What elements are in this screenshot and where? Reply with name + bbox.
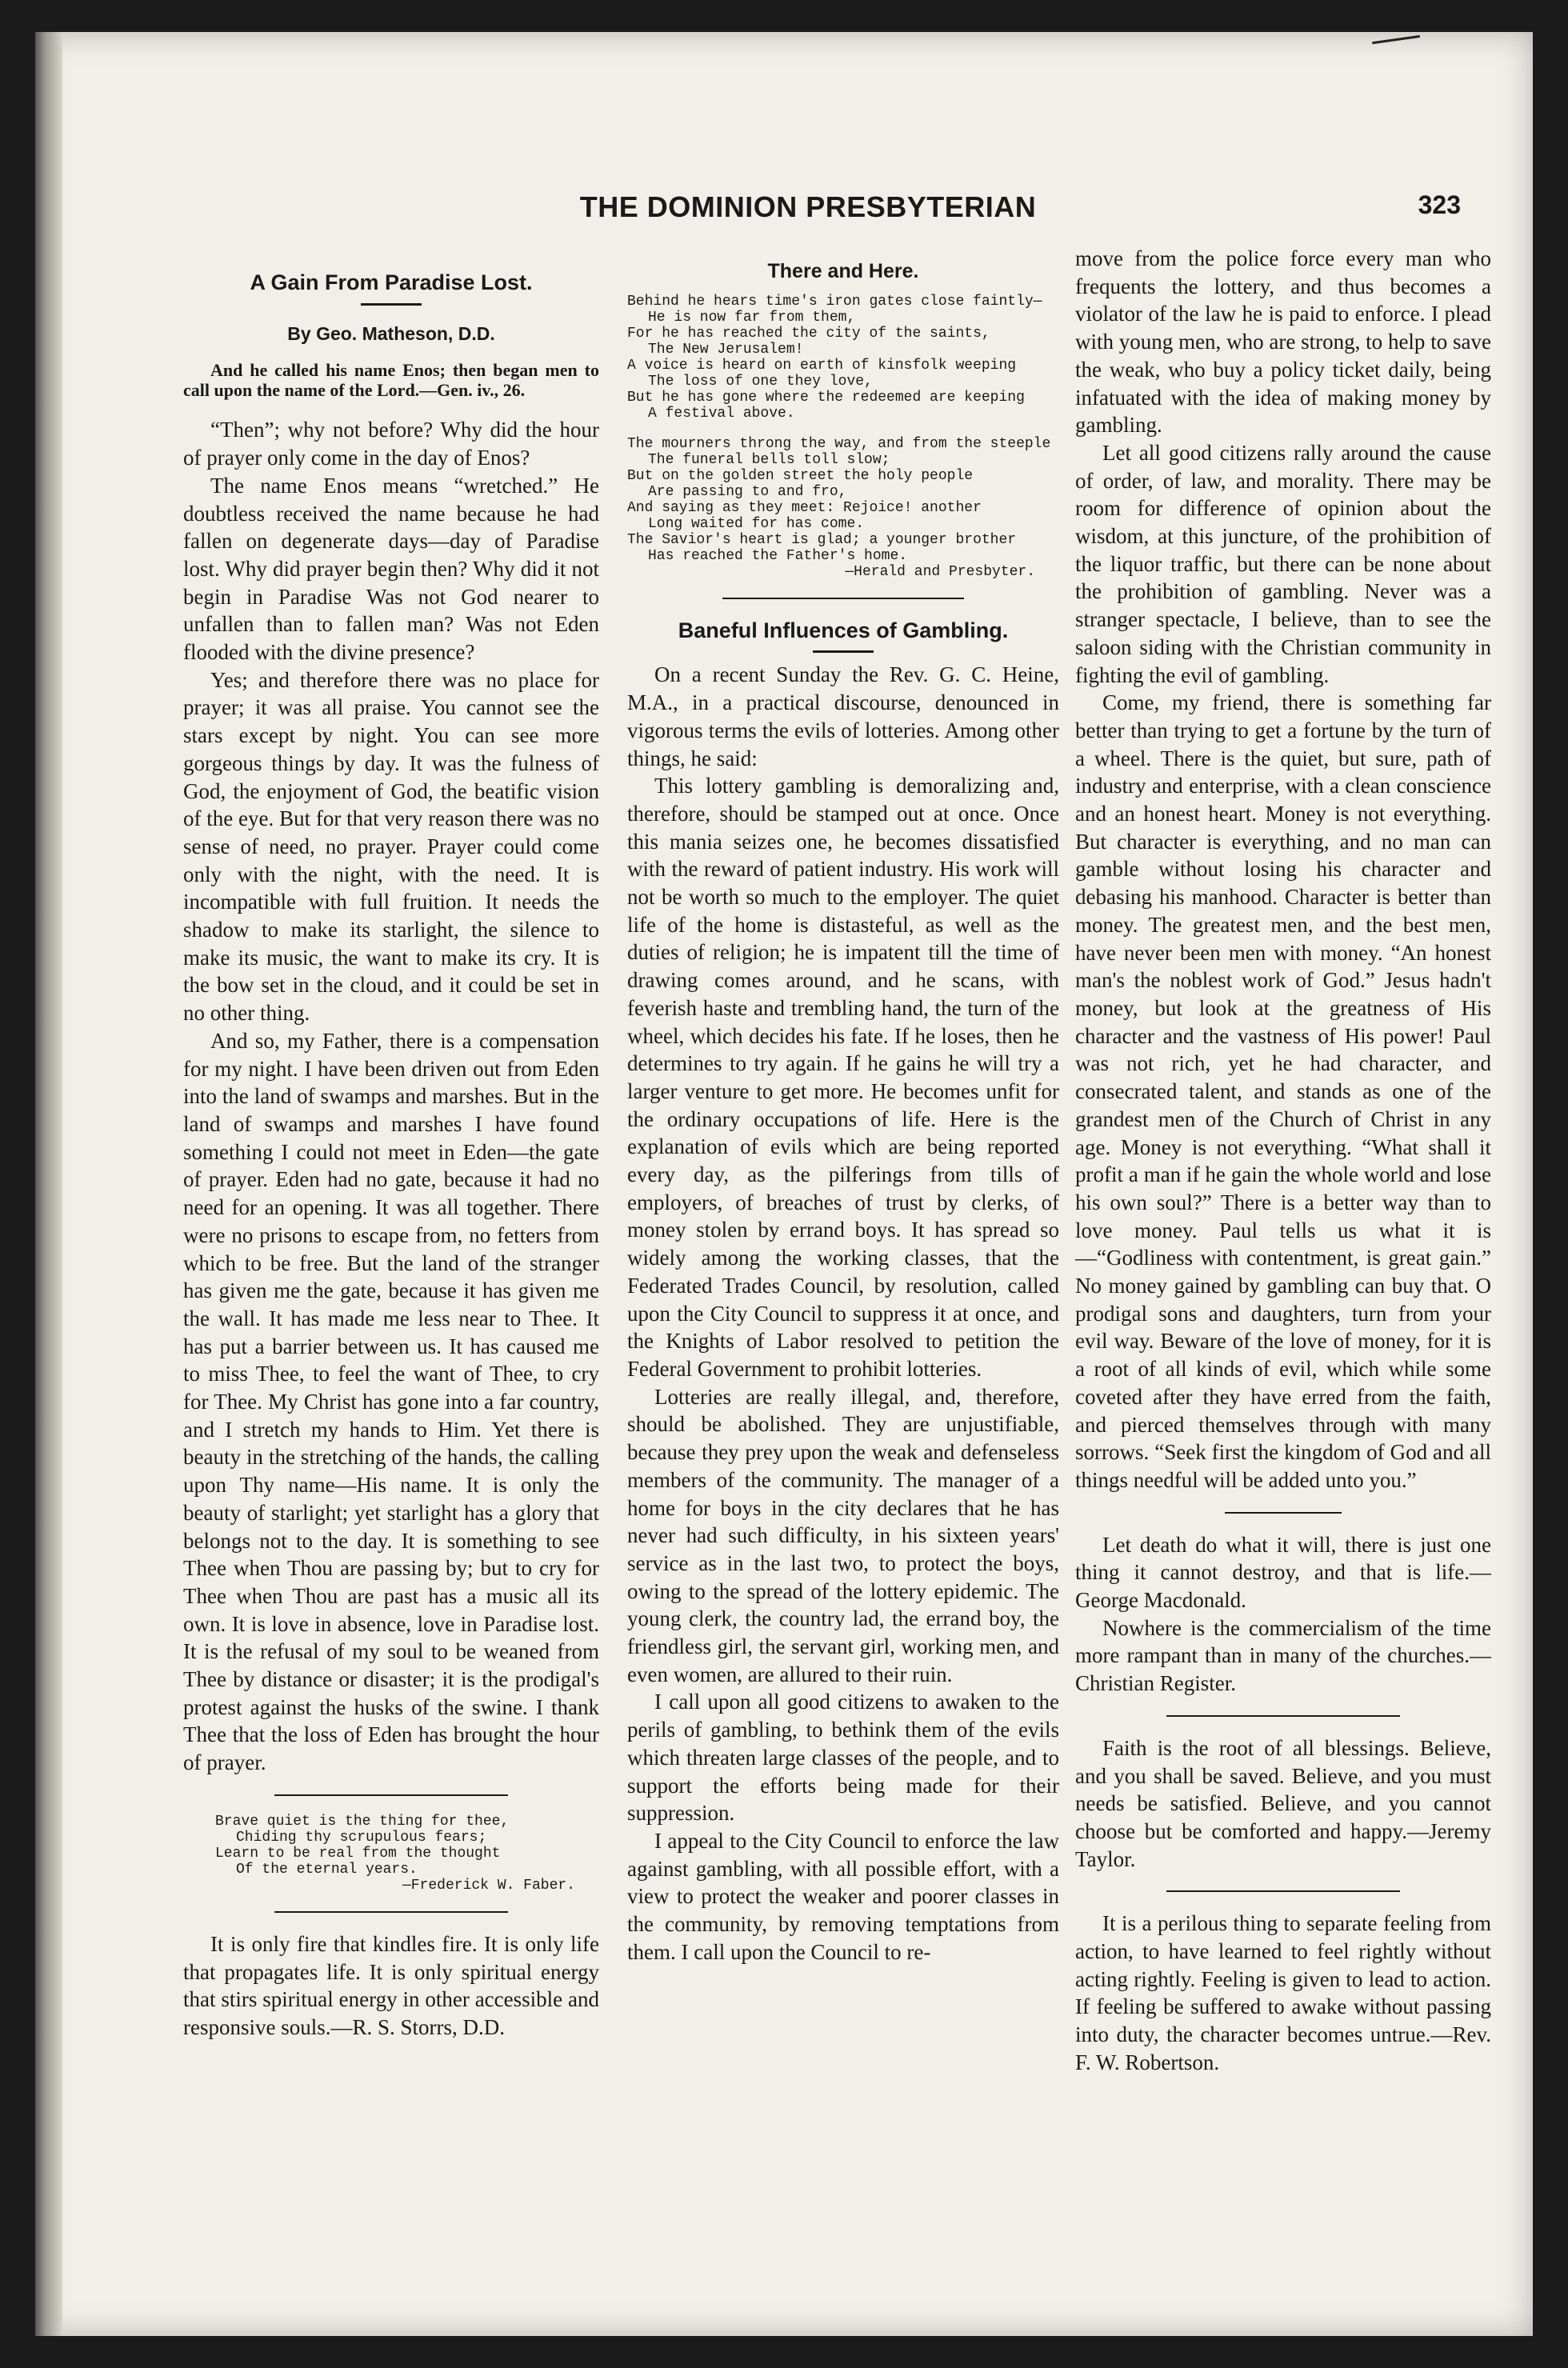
paragraph: This lottery gambling is demoralizing and, therefore, should be stamped out at once. Once this mania seizes one, he becomes dissatisfied with the reward of patient industry. His work will not be worth so much to the employer. The quiet life of the home is distasteful, as well as the duties of religion; he is impatent till the time of drawing comes around, and he scans, with feverish haste and trembling hand, the turn of the wheel, which decides his fate. If he loses, then he determines to try again. If he gains he will try a larger venture to get more. He becomes unfit for the ordinary occupations of life. Here is the explanation of evils which are being reported every day, as the pilferings from tills of employers, of breaches of trust by clerks, of money stolen by errand boys. It has spread so widely among the working classes, that the Federated Trades Council, by resolution, called upon the City Council to suppress it at once, and the Knights of Labor resolved to petition the Federal Government to prohibit lotteries. — [627, 774, 1059, 1381]
poem-attribution: —Frederick W. Faber. — [402, 1877, 575, 1894]
filler-quote: Faith is the root of all blessings. Believe, and you shall be saved. Believe, and you must needs be satisfied. Believe, and you cannot choose but be comforted and happy.—Jeremy Taylor. — [1075, 1735, 1491, 1871]
section-divider — [1225, 1512, 1342, 1514]
article-title: A Gain From Paradise Lost. — [250, 270, 533, 294]
poem-line: The funeral bells toll slow; — [648, 451, 890, 468]
paragraph: I appeal to the City Council to enforce the law against gambling, with all possible effort, with a view to protect the weaker and poorer classes in the community, by removing temptations from them. I call upon the Council to re- — [627, 1828, 1059, 1964]
faber-poem — [183, 1814, 599, 1894]
paragraph: “Then”; why not before? Why did the hour of prayer only come in the day of Enos? — [183, 418, 599, 470]
column-3 — [1075, 245, 1491, 2288]
section-divider — [274, 1794, 507, 1796]
poem-line: Behind he hears time's iron gates close faintly— — [627, 293, 1042, 310]
paragraph: The name Enos means “wretched.” He doubtless received the name because he had fallen on degenerate days—day of Paradise lost. Why did prayer begin then? Why did it not begin in Paradise Was not God nearer to unfallen than to fallen man? Was not Eden flooded with the divine presence? — [183, 473, 599, 665]
newspaper-page — [35, 32, 1533, 2336]
section-divider — [722, 598, 964, 599]
section-divider — [274, 1911, 507, 1913]
paragraph: move from the police force every man who frequents the lottery, and thus becomes a violator of the law he is paid to enforce. I plead with young men, who are strong, to help to save the weak, who buy a policy ticket daily, being infatuated with the idea of making money by gambling. — [1075, 246, 1491, 438]
poem-line: But on the golden street the holy people — [627, 467, 974, 484]
poem-line: A festival above. — [648, 405, 795, 422]
stanza-gap — [627, 422, 1059, 436]
poem-line: The New Jerusalem! — [648, 341, 804, 358]
ink-mark — [1372, 35, 1422, 55]
poem-line: And saying as they meet: Rejoice! another — [627, 499, 982, 516]
filler-quote: Nowhere is the commercialism of the time more rampant than in many of the churches.—Christian Register. — [1075, 1615, 1491, 1696]
poem-line: A voice is heard on earth of kinsfolk weeping — [627, 357, 1017, 374]
page-binding-edge — [35, 32, 62, 2336]
poem-line: The loss of one they love, — [648, 373, 873, 390]
paragraph: And so, my Father, there is a compensation for my night. I have been driven out from Eden into the land of swamps and marshes. But in the land of swamps and marshes I have found something I could not meet in Eden—the gate of prayer. Eden had no gate, because it had no need for an opening. It was all together. There were no prisons to escape from, no fetters from which to be free. But the land of the stranger has given me the gate, because it has given me the wall. It has made me less near to Thee. It has put a barrier between us. It has caused me to miss Thee, to feel the want of Thee, to cry for Thee. My Christ has gone into a far country, and I stretch my hands to Him. Yet there is beauty in the stretching of the hands, the calling upon Thy name—His name. It is only the beauty of starlight; yet starlight has a glory that belongs not to the day. It is something to see Thee when Thou are passing by; but to cry for Thee when Thou are past has a music all its own. It is love in absence, love in Paradise lost. It is the refusal of my soul to be weaned from Thee by distance or disaster; it is the prodigal's protest against the husks of the swine. I thank Thee that the loss of Eden has brought the hour of prayer. — [183, 1028, 599, 1775]
page-number: 323 — [1418, 190, 1461, 219]
poem-line: Has reached the Father's home. — [648, 547, 908, 564]
column-2 — [627, 258, 1059, 2288]
poem-line: The Savior's heart is glad; a younger brother — [627, 531, 1017, 548]
paragraph: I call upon all good citizens to awaken to the perils of gambling, to bethink them of the evils which threaten large classes of the people, and to support the efforts being made for their suppression. — [627, 1690, 1059, 1826]
poem-line: Learn to be real from the thought — [215, 1845, 501, 1862]
paragraph: On a recent Sunday the Rev. G. C. Heine, M.A., in a practical discourse, denounced in vigorous terms the evils of lotteries. Among other things, he said: — [627, 662, 1059, 770]
column-1 — [183, 258, 599, 2288]
page-header — [131, 190, 1485, 246]
poem-line: Brave quiet is the thing for thee, — [215, 1813, 510, 1830]
paragraph: Let all good citizens rally around the cause of order, of law, and morality. There may be room for difference of opinion about the wisdom, at this juncture, of the prohibition of the liquor traffic, but there can be none about the prohibition of gambling. Never was a stranger spectacle, I believe, than to see the saloon siding with the Christian community in fighting the evil of gambling. — [1075, 440, 1491, 687]
journal-title: THE DOMINION PRESBYTERIAN — [579, 190, 1037, 223]
poem-line: Chiding thy scrupulous fears; — [236, 1829, 487, 1846]
storrs-quote: It is only fire that kindles fire. It is only life that propagates life. It is only spiritual energy that stirs spiritual energy in other accessible and responsive souls.—R. S. Storrs, D.D. — [183, 1931, 599, 2039]
poem-line: He is now far from them, — [648, 309, 856, 326]
filler-quote: Let death do what it will, there is just one thing it cannot destroy, and that is life.—George Macdonald. — [1075, 1532, 1491, 1613]
article-epigraph: And he called his name Enos; then began men to call upon the name of the Lord.—Gen. iv., 26. — [183, 360, 599, 401]
section-divider — [1166, 1890, 1399, 1892]
there-and-here-poem — [627, 294, 1059, 580]
paragraph: Yes; and therefore there was no place for prayer; it was all praise. You cannot see the stars except by night. You can see more gorgeous things by day. It was the fulness of God, the enjoyment of God, the beatific vision of the eye. But for that very reason there was no sense of need, no prayer. Prayer could come only with the night, with the need. It is incompatible with full fruition. It needs the shadow to make its starlight, the silence to make its music, the want to make its cry. It is the bow set in the cloud, and it could be set in no other thing. — [183, 667, 599, 1026]
article-byline: By Geo. Matheson, D.D. — [287, 322, 495, 344]
paragraph: Lotteries are really illegal, and, therefore, should be abolished. They are unjustifiable, because they prey upon the weak and defenseless members of the community. The manager of a home for boys in the city declares that he has never had such difficulty, in his sixteen years' service as in the last two, to protect the boys, owing to the spread of the lottery epidemic. The young clerk, the country lad, the errand boy, the friendless girl, the servant girl, working men, and even women, are allured to their ruin. — [627, 1384, 1059, 1686]
poem-line: Are passing to and fro, — [648, 483, 847, 500]
poem-line: For he has reached the city of the saints, — [627, 325, 990, 342]
title-rule — [813, 650, 874, 653]
article-title: Baneful Influences of Gambling. — [678, 618, 1009, 642]
title-rule — [361, 303, 422, 306]
poem-attribution: —Herald and Presbyter. — [845, 563, 1035, 580]
poem-line: But he has gone where the redeemed are keeping — [627, 389, 1025, 406]
poem-line: Of the eternal years. — [236, 1861, 418, 1878]
poem-line: Long waited for has come. — [648, 515, 865, 532]
filler-quote: It is a perilous thing to separate feeling from action, to have learned to feel rightly without acting rightly. Feeling is given to lead to action. If feeling be suffered to awake without passing into duty, the character becomes untrue.—Rev. F. W. Robertson. — [1075, 1911, 1491, 2074]
paragraph: Come, my friend, there is something far better than trying to get a fortune by the turn of a wheel. There is the quiet, but sure, path of industry and enterprise, with a clean conscience and an honest heart. Money is not everything. But character is everything, and no man can gamble without losing his character and debasing his manhood. Character is better than money. The greatest men, and the best men, have never been men with money. “An honest man's the noblest work of God.” Jesus hadn't money, but look at the greatness of His character and the vastness of His power! Paul was not rich, yet he had character, and consecrated talent, and stands as one of the grandest men of the Church of Christ in any age. Money is not everything. “What shall it profit a man if he gain the whole world and lose his own soul?” There is a better way than to love money. Paul tells us what it is —“Godliness with contentment, is great gain.” No money gained by gambling can buy that. O prodigal sons and daughters, turn from your evil way. Beware of the love of money, for it is a root of all kinds of evil, which while some coveted after they have erred from the faith, and pierced themselves through with many sorrows. “Seek first the kingdom of God and all things needful will be added unto you.” — [1075, 690, 1491, 1492]
section-divider — [1166, 1715, 1399, 1717]
poem-title: There and Here. — [767, 260, 919, 282]
poem-line: The mourners throng the way, and from the steeple — [627, 435, 1051, 452]
